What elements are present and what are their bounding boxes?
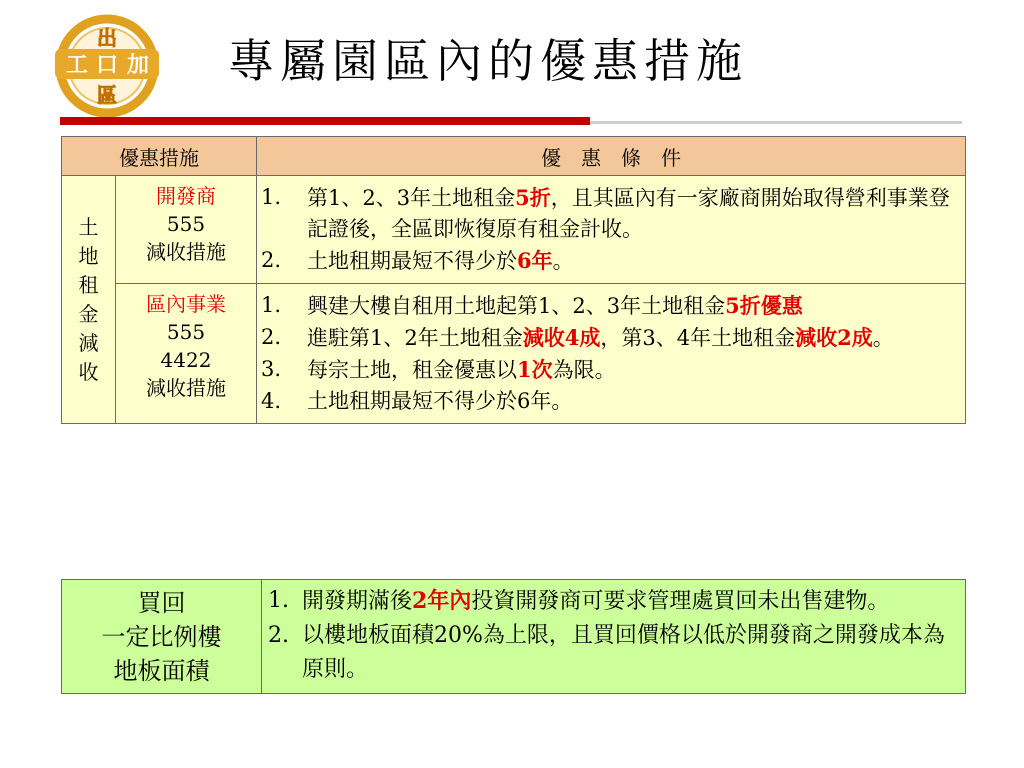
row-label-line: 555 xyxy=(166,212,206,236)
list-item-text xyxy=(302,619,957,687)
list-item xyxy=(261,245,959,277)
group-label-char: 收 xyxy=(78,359,99,384)
header-measures: 優惠措施 xyxy=(62,137,257,176)
emphasis-text: 減收2成 xyxy=(795,325,873,350)
body-text: 興建大樓自租用土地起第1、2、3年土地租金 xyxy=(307,294,726,318)
group-label-char: 金 xyxy=(78,301,99,326)
list-item-text xyxy=(302,584,957,619)
list-item-text xyxy=(307,290,959,322)
group-label-land-rent xyxy=(62,176,116,424)
emphasis-text: 5折 xyxy=(515,185,551,210)
logo-char: 口 xyxy=(95,53,119,78)
title-underline-gray xyxy=(590,121,962,124)
list-item-number: 2. xyxy=(261,325,282,349)
group-label-char: 土 xyxy=(78,214,99,239)
buyback-table xyxy=(61,579,966,694)
buyback-label-line: 買回 xyxy=(137,588,186,617)
list-item-text xyxy=(307,245,959,277)
epz-logo xyxy=(50,14,168,118)
group-label-char: 地 xyxy=(78,243,99,268)
list-item-number: 1. xyxy=(261,293,282,317)
row-label-line: 減收措施 xyxy=(146,376,226,400)
table-row xyxy=(62,580,966,694)
list-item-number: 3. xyxy=(261,357,282,381)
table-row xyxy=(62,176,966,284)
list-item-text xyxy=(307,354,959,386)
emphasis-text: 減收4成 xyxy=(522,325,601,350)
list-item-number: 1. xyxy=(268,588,289,613)
body-text: 投資開發商可要求管理處買回未出售建物。 xyxy=(471,589,890,614)
logo-char: 工 xyxy=(65,53,89,78)
condition-list xyxy=(257,176,965,283)
row-label-enterprise xyxy=(116,284,257,424)
conditions-developer xyxy=(257,176,966,284)
table-header-row xyxy=(62,137,966,176)
body-text: ，且其區內有一家廠商開始取得營利事業登記證後，全區即恢復原有租金計收。 xyxy=(307,186,950,241)
page-title: 專屬園區內的優惠措施 xyxy=(228,34,748,88)
logo-char: 加 xyxy=(126,53,150,78)
header-conditions: 優 惠 條 件 xyxy=(257,137,966,176)
body-text: 為限。 xyxy=(552,358,616,382)
buyback-label-line: 地板面積 xyxy=(113,656,210,685)
list-item-number: 2. xyxy=(268,623,289,648)
condition-list xyxy=(262,580,965,693)
list-item xyxy=(268,619,957,687)
row-label-developer xyxy=(116,176,257,284)
list-item xyxy=(261,322,959,354)
list-item xyxy=(268,584,957,619)
buyback-label-line: 一定比例樓 xyxy=(101,622,222,651)
body-text: 進駐第1、2年土地租金 xyxy=(307,326,523,350)
conditions-enterprise xyxy=(257,284,966,424)
group-label-char: 租 xyxy=(78,272,99,297)
list-item-number: 2. xyxy=(261,248,282,272)
land-rent-table xyxy=(61,136,966,424)
title-underline xyxy=(60,117,590,125)
list-item xyxy=(261,386,959,417)
row-label-line: 555 xyxy=(166,320,206,344)
body-text: 開發期滿後 xyxy=(302,589,413,614)
body-text: 。 xyxy=(552,249,574,273)
list-item xyxy=(261,290,959,322)
emphasis-text: 5折優惠 xyxy=(725,293,803,318)
list-item-number: 1. xyxy=(261,185,282,209)
table-row xyxy=(62,284,966,424)
row-label-line: 4422 xyxy=(160,348,212,372)
list-item-text xyxy=(307,182,959,245)
buyback-conditions xyxy=(262,580,966,694)
row-label-title: 區內事業 xyxy=(146,292,226,316)
logo-char: 出 xyxy=(97,26,117,50)
condition-list xyxy=(257,284,965,423)
body-text: 第1、2、3年土地租金 xyxy=(307,186,516,210)
list-item-text xyxy=(307,322,959,354)
body-text: 每宗土地，租金優惠以 xyxy=(307,358,517,382)
body-text: ，第3、4年土地租金 xyxy=(600,326,796,350)
body-text: 土地租期最短不得少於6年。 xyxy=(307,389,573,413)
emphasis-text: 2年內 xyxy=(412,588,472,614)
buyback-label xyxy=(62,580,262,694)
emphasis-text: 6年 xyxy=(517,248,553,273)
body-text: 以樓地板面積20%為上限，且買回價格以低於開發商之開發成本為原則。 xyxy=(302,623,945,682)
list-item-number: 4. xyxy=(261,389,282,413)
body-text: 土地租期最短不得少於 xyxy=(307,249,517,273)
list-item xyxy=(261,354,959,386)
row-label-line: 減收措施 xyxy=(146,240,226,264)
group-label-char: 減 xyxy=(78,330,99,355)
row-label-title: 開發商 xyxy=(156,184,216,208)
body-text: 。 xyxy=(872,326,894,350)
emphasis-text: 1次 xyxy=(517,357,553,382)
logo-char: 區 xyxy=(97,83,117,107)
list-item xyxy=(261,182,959,245)
list-item-text xyxy=(307,386,959,417)
